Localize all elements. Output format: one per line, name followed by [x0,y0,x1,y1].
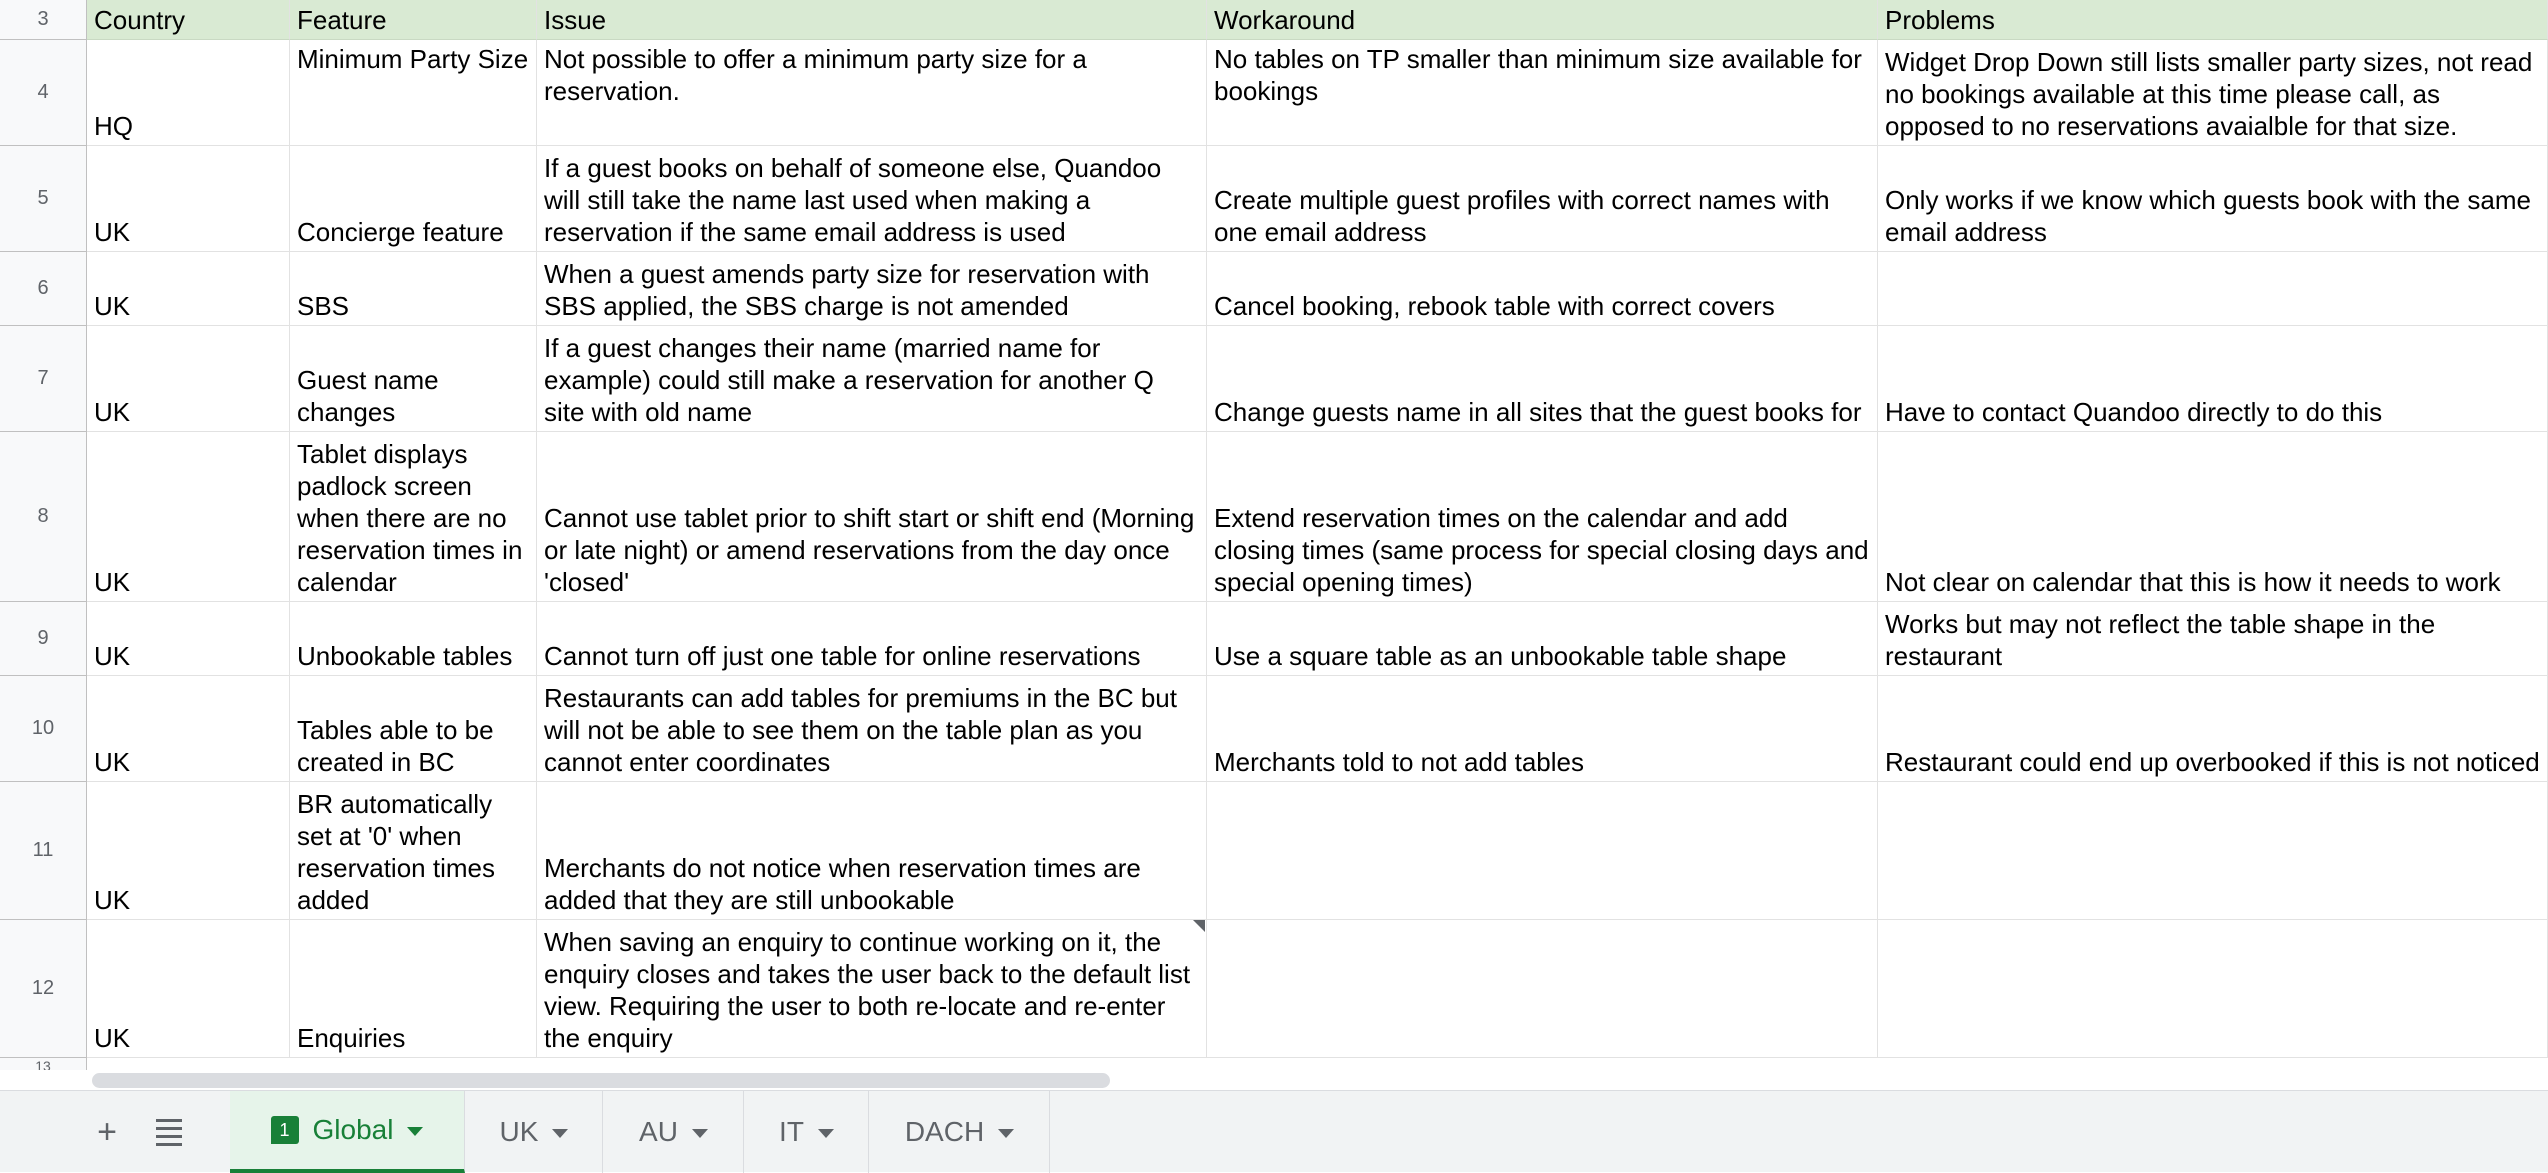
plus-icon: + [97,1112,117,1151]
cell-issue[interactable]: If a guest changes their name (married name for example) could still make a reservation for another Q site with old name [537,326,1207,432]
cell-feature[interactable]: Tables able to be created in BC [290,676,537,782]
tab-label: UK [499,1116,539,1147]
cell-country[interactable]: UK [87,602,290,676]
cell-feature[interactable]: Unbookable tables [290,602,537,676]
cell-workaround[interactable] [1207,920,1878,1058]
row-number[interactable]: 6 [0,252,87,326]
cell-country[interactable]: UK [87,326,290,432]
comment-indicator-icon[interactable] [1193,920,1205,932]
tab-label: DACH [904,1116,985,1147]
tab-global[interactable] [230,1091,465,1173]
row-number[interactable]: 11 [0,782,87,920]
sheet-tab-bar [0,1090,2548,1172]
cell-problems[interactable]: Restaurant could end up overbooked if this is not noticed [1878,676,2548,782]
tab-au[interactable] [604,1091,744,1173]
row-number[interactable]: 3 [0,0,87,40]
list-icon [156,1119,182,1146]
row-number[interactable]: 13 [0,1058,87,1070]
column-header-feature[interactable]: Feature [290,0,537,40]
row-number[interactable]: 12 [0,920,87,1058]
cell-workaround[interactable]: Merchants told to not add tables [1207,676,1878,782]
cell-feature[interactable]: BR automatically set at '0' when reservation times added [290,782,537,920]
add-sheet-button[interactable] [79,1111,135,1153]
cell-problems[interactable] [1878,252,2548,326]
cell-issue[interactable]: When a guest amends party size for reservation with SBS applied, the SBS charge is not amended [537,252,1207,326]
cell-feature[interactable]: Enquiries [290,920,537,1058]
column-header-problems[interactable]: Problems [1878,0,2548,40]
chevron-down-icon[interactable] [552,1129,568,1138]
column-header-country[interactable]: Country [87,0,290,40]
cell-feature[interactable]: Tablet displays padlock screen when there are no reservation times in calendar [290,432,537,602]
cell-problems[interactable]: Only works if we know which guests book with the same email address [1878,146,2548,252]
cell-workaround[interactable]: Change guests name in all sites that the guest books for [1207,326,1878,432]
cell-country[interactable]: UK [87,676,290,782]
row-number[interactable]: 5 [0,146,87,252]
cell-problems[interactable]: Not clear on calendar that this is how it needs to work [1878,432,2548,602]
cell-issue[interactable]: Cannot use tablet prior to shift start or shift end (Morning or late night) or amend reservations from the day once 'closed' [537,432,1207,602]
cell-problems[interactable] [1878,782,2548,920]
row-number[interactable]: 4 [0,40,87,146]
column-header-issue[interactable]: Issue [537,0,1207,40]
tab-it[interactable] [745,1091,869,1173]
cell-workaround[interactable] [1207,782,1878,920]
row-number[interactable]: 9 [0,602,87,676]
column-header-workaround[interactable]: Workaround [1207,0,1878,40]
cell-problems[interactable]: Have to contact Quandoo directly to do this [1878,326,2548,432]
horizontal-scrollbar-thumb[interactable] [92,1073,1110,1088]
chevron-down-icon[interactable] [818,1129,834,1138]
cell-feature[interactable]: Concierge feature [290,146,537,252]
cell-problems[interactable] [1878,920,2548,1058]
cell-country[interactable]: UK [87,146,290,252]
cell-workaround[interactable]: No tables on TP smaller than minimum size available for bookings [1207,40,1878,146]
cell-workaround[interactable]: Extend reservation times on the calendar and add closing times (same process for special closing days and special opening times) [1207,432,1878,602]
cell-country[interactable]: HQ [87,40,290,146]
cell-country[interactable]: UK [87,782,290,920]
chevron-down-icon[interactable] [692,1129,708,1138]
cell-feature[interactable]: SBS [290,252,537,326]
cell-workaround[interactable]: Create multiple guest profiles with correct names with one email address [1207,146,1878,252]
cell-feature[interactable]: Guest name changes [290,326,537,432]
cell-issue[interactable]: When saving an enquiry to continue working on it, the enquiry closes and takes the user back to the default list view. Requiring the user to both re-locate and re-enter the enquiry [537,920,1207,1058]
cell-issue[interactable]: Merchants do not notice when reservation times are added that they are still unbookable [537,782,1207,920]
cell-country[interactable]: UK [87,432,290,602]
row-number[interactable]: 10 [0,676,87,782]
all-sheets-button[interactable] [141,1111,197,1153]
sheet-badge: 1 [271,1116,299,1144]
cell-issue[interactable]: If a guest books on behalf of someone else, Quandoo will still take the name last used when making a reservation if the same email address is used [537,146,1207,252]
cell-issue[interactable]: Restaurants can add tables for premiums in the BC but will not be able to see them on the table plan as you cannot enter coordinates [537,676,1207,782]
cell-problems[interactable]: Widget Drop Down still lists smaller party sizes, not read no bookings available at this time please call, as opposed to no reservations avaialble for that size. [1878,40,2548,146]
cell-feature[interactable]: Minimum Party Size [290,40,537,146]
cell-issue[interactable]: Cannot turn off just one table for online reservations [537,602,1207,676]
tab-label: Global [312,1114,394,1145]
tab-uk[interactable] [466,1091,603,1173]
row-number[interactable]: 7 [0,326,87,432]
cell-workaround[interactable]: Cancel booking, rebook table with correct covers [1207,252,1878,326]
chevron-down-icon[interactable] [998,1129,1014,1138]
cell-issue[interactable]: Not possible to offer a minimum party size for a reservation. [537,40,1207,146]
cell-country[interactable]: UK [87,252,290,326]
tab-label: IT [779,1116,804,1147]
tab-dach[interactable] [870,1091,1050,1173]
cell-country[interactable]: UK [87,920,290,1058]
cell-workaround[interactable]: Use a square table as an unbookable table shape [1207,602,1878,676]
tab-label: AU [639,1116,678,1147]
cell-problems[interactable]: Works but may not reflect the table shape in the restaurant [1878,602,2548,676]
row-number[interactable]: 8 [0,432,87,602]
chevron-down-icon[interactable] [407,1127,423,1136]
